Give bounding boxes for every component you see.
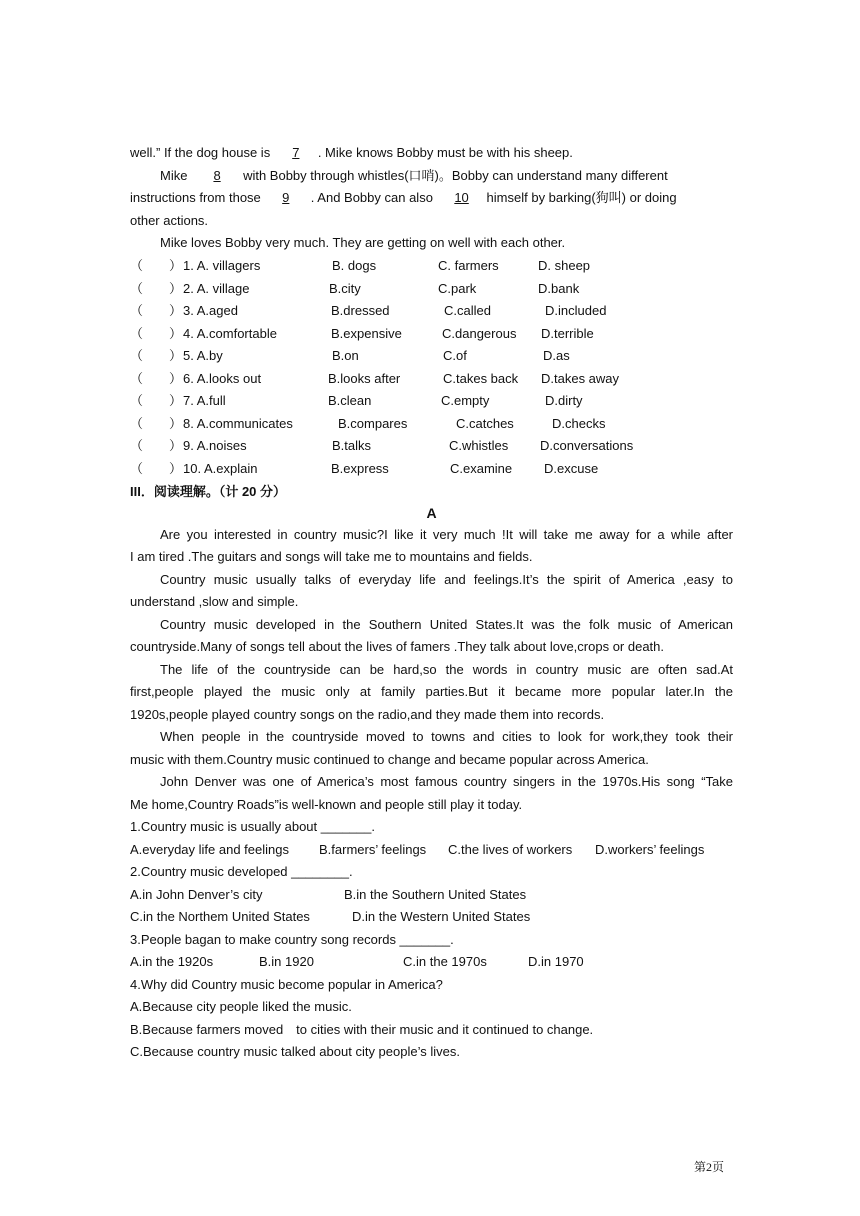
- text-span: himself by barking(狗叫) or doing: [486, 190, 677, 205]
- passage-line: 1920s,people played country songs on the radio,and they made them into records.: [130, 707, 605, 722]
- reading-question-4: 4.Why did Country music become popular in America?: [130, 977, 443, 992]
- question-option-a: 8. A.communicates: [183, 415, 293, 431]
- question-option-d: D.excuse: [544, 460, 599, 476]
- blank-8: 8: [213, 168, 221, 183]
- answer-parentheses[interactable]: （ ）: [130, 460, 183, 476]
- question-option-c: C.examine: [450, 460, 513, 476]
- reading-option-4c: C.Because country music talked about city people’s lives.: [130, 1044, 460, 1059]
- option-c: C.in the 1970s: [403, 954, 487, 969]
- question-option-a: 9. A.noises: [183, 438, 247, 453]
- reading-question-1: 1.Country music is usually about _______.: [130, 819, 375, 834]
- passage-line: music with them.Country music continued to change and became popular across America.: [130, 752, 649, 767]
- question-option-d: D.included: [545, 303, 607, 318]
- question-option-b: B. dogs: [332, 258, 377, 273]
- page-number: 第2页: [694, 1160, 725, 1174]
- passage-line: Are you interested in country music?I like it very much !It will take me away for a while after: [160, 527, 733, 542]
- option-d: D.in 1970: [528, 954, 584, 969]
- question-option-c: C.park: [438, 280, 477, 296]
- answer-parentheses[interactable]: （ ）: [130, 415, 183, 431]
- question-option-b: B.dressed: [331, 303, 390, 318]
- text-span: . And Bobby can also: [310, 190, 437, 205]
- question-option-c: C.called: [444, 303, 491, 318]
- passage-line: Country music developed in the Southern United States.It was the folk music of American: [160, 617, 733, 632]
- question-option-a: 10. A.explain: [183, 460, 258, 476]
- answer-parentheses[interactable]: （ ）: [130, 325, 183, 341]
- option-b: B.in 1920: [259, 954, 314, 969]
- question-option-b: B.expensive: [331, 325, 402, 341]
- question-option-b: B.city: [329, 280, 361, 296]
- cloze-line-5: Mike loves Bobby very much. They are getting on well with each other.: [160, 235, 566, 250]
- option-b: B.farmers’ feelings: [319, 842, 427, 857]
- cloze-line-4: other actions.: [130, 213, 209, 228]
- text-span: well.” If the dog house is: [130, 145, 274, 160]
- question-option-d: D.checks: [552, 415, 606, 431]
- reading-question-3: 3.People bagan to make country song records _______.: [130, 932, 454, 947]
- option-c: C.the lives of workers: [448, 842, 573, 857]
- question-option-b: B.express: [331, 460, 389, 476]
- text-span: with Bobby through whistles(口哨)。Bobby can understand many different: [243, 168, 668, 183]
- question-option-a: 4. A.comfortable: [183, 325, 277, 341]
- question-option-c: C.of: [443, 348, 467, 363]
- reading-option-4b: B.Because farmers moved to cities with their music and it continued to change.: [130, 1022, 594, 1037]
- question-option-a: 1. A. villagers: [183, 258, 261, 273]
- blank-9: 9: [282, 190, 290, 205]
- question-option-c: C.empty: [441, 393, 490, 408]
- question-option-d: D.terrible: [541, 325, 594, 341]
- passage-line: The life of the countryside can be hard,so the words in country music are often sad.At: [160, 662, 733, 677]
- question-option-a: 5. A.by: [183, 348, 223, 363]
- cloze-line-1: [130, 142, 733, 165]
- question-option-d: D.as: [543, 348, 570, 363]
- passage-title: A: [426, 505, 437, 521]
- cloze-line-2: [130, 165, 733, 188]
- question-option-b: B.on: [332, 348, 359, 363]
- answer-parentheses[interactable]: （ ）: [130, 348, 183, 363]
- question-option-b: B.talks: [332, 438, 372, 453]
- question-option-a: 7. A.full: [183, 393, 226, 408]
- question-option-d: D.dirty: [545, 393, 583, 408]
- option-c: C.in the Northem United States: [130, 909, 310, 924]
- answer-parentheses[interactable]: （ ）: [130, 258, 183, 273]
- question-option-d: D.takes away: [541, 370, 620, 386]
- question-option-d: D.bank: [538, 280, 580, 296]
- question-option-d: D.conversations: [540, 438, 634, 453]
- option-a: A.in John Denver’s city: [130, 887, 263, 902]
- answer-parentheses[interactable]: （ ）: [130, 438, 183, 453]
- text-span: . Mike knows Bobby must be with his sheep.: [317, 145, 573, 160]
- passage-line: John Denver was one of America’s most famous country singers in the 1970s.His song “Take: [160, 774, 733, 789]
- passage-line: first,people played the music only at family parties.But it became more popular later.In the: [130, 684, 733, 699]
- question-option-b: B.compares: [338, 415, 408, 431]
- question-option-d: D. sheep: [538, 258, 591, 273]
- answer-parentheses[interactable]: （ ）: [130, 303, 183, 318]
- passage-line: countryside.Many of songs tell about the lives of famers .They talk about love,crops or death.: [130, 639, 665, 654]
- reading-question-2: 2.Country music developed ________.: [130, 864, 353, 879]
- question-option-b: B.looks after: [328, 370, 401, 386]
- text-span: instructions from those: [130, 190, 261, 205]
- passage-line: I am tired .The guitars and songs will take me to mountains and fields.: [130, 549, 533, 564]
- passage-line: understand ,slow and simple.: [130, 594, 299, 609]
- option-d: D.workers’ feelings: [595, 842, 705, 857]
- question-option-c: C.catches: [456, 415, 514, 431]
- question-option-c: C.takes back: [443, 370, 519, 386]
- cloze-line-3: [130, 187, 733, 210]
- question-option-a: 6. A.looks out: [183, 370, 262, 386]
- section-heading: III．阅读理解。（计 20 分）: [130, 484, 287, 499]
- question-option-c: C.dangerous: [442, 325, 517, 341]
- option-b: B.in the Southern United States: [344, 887, 527, 902]
- passage-line: Country music usually talks of everyday life and feelings.It’s the spirit of America ,easy to: [160, 572, 733, 587]
- option-a: A.everyday life and feelings: [130, 842, 289, 857]
- passage-line: When people in the countryside moved to towns and cities to look for work,they took their: [160, 729, 733, 744]
- question-option-b: B.clean: [328, 393, 372, 408]
- passage-line: Me home,Country Roads”is well-known and people still play it today.: [130, 797, 523, 812]
- reading-option-4a: A.Because city people liked the music.: [130, 999, 352, 1014]
- option-a: A.in the 1920s: [130, 954, 214, 969]
- answer-parentheses[interactable]: （ ）: [130, 280, 183, 296]
- question-option-a: 3. A.aged: [183, 303, 238, 318]
- question-option-a: 2. A. village: [183, 280, 250, 296]
- blank-10: 10: [454, 190, 469, 205]
- answer-parentheses[interactable]: （ ）: [130, 370, 183, 386]
- text-span: Mike: [160, 168, 192, 183]
- question-option-c: C. farmers: [438, 258, 499, 273]
- question-option-c: C.whistles: [449, 438, 509, 453]
- blank-7: 7: [292, 145, 300, 160]
- option-d: D.in the Western United States: [352, 909, 531, 924]
- answer-parentheses[interactable]: （ ）: [130, 393, 183, 408]
